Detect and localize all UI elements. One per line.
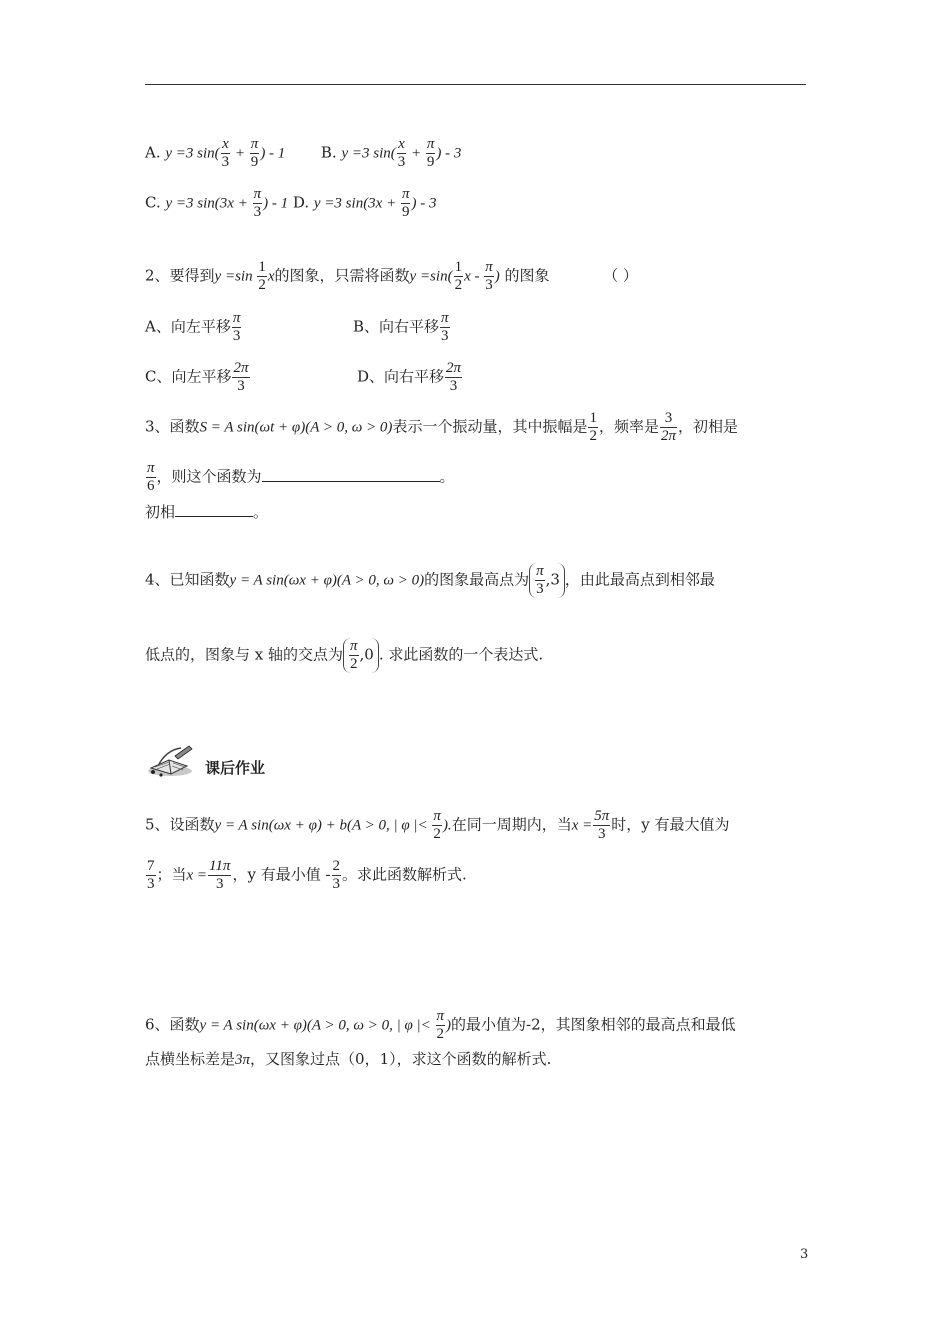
fraction: $\frac{\pi}{9}$: [401, 186, 410, 220]
option-b-label: B.: [320, 143, 337, 162]
point-intersection: $\frac{\pi}{2}$ ,0: [343, 638, 379, 673]
header-rule: [145, 84, 806, 85]
fraction: $\frac{\pi}{3}$: [253, 186, 262, 220]
fraction: $\frac{7}{3}$: [147, 858, 155, 892]
q2-question: 2、要得到y =sin $\frac{1}{2}$ x的图象，只需将函数y =sin( $\frac{1}{2}$ x - $\frac{\pi}{3}$ ) 的图象 （ ）: [145, 259, 638, 293]
q3-question: 3、函数S = A sin(ωt + φ)(A > 0, ω > 0)表示一个振动量，其中振幅是 $\frac{1}{2}$ ，频率是 $\frac{3}{2\pi}$ ，初相是: [145, 410, 738, 444]
fraction: $\frac{1}{2}$: [258, 259, 266, 293]
option-d-label: D.: [292, 193, 310, 212]
option-b-eq: y =3 sin(: [341, 145, 396, 162]
q5-line2: $\frac{7}{3}$ ；当x = $\frac{11\pi}{3}$ ，y 有最小值 - $\frac{2}{3}$ 。求此函数解析式.: [147, 858, 467, 892]
answer-blank[interactable]: [262, 465, 440, 482]
option-d-eq: y =3 sin(3x +: [313, 195, 400, 212]
q5-question: 5、设函数y = A sin(ωx + φ) + b(A > 0, | φ |< $\frac{\pi}{2}$ ).在同一周期内，当x = $\frac{5\pi}{3}$ 时，y 有最大值为: [145, 808, 730, 842]
fraction: $\frac{2\pi}{3}$: [233, 360, 249, 394]
option-a-label: A.: [145, 143, 161, 162]
fraction: $\frac{1}{2}$: [454, 259, 463, 293]
q3-line2: $\frac{\pi}{6}$ ，则这个函数为 。: [147, 460, 455, 494]
option-c-label: C.: [145, 193, 161, 212]
fraction: $\frac{2}{3}$: [332, 858, 341, 892]
fraction: $\frac{2\pi}{3}$: [446, 360, 462, 394]
fraction: $\frac{x}{3}$: [397, 136, 406, 170]
fraction: $\frac{\pi}{3}$: [441, 310, 449, 344]
q2-option-b: B、向右平移 $\frac{\pi}{3}$: [353, 310, 449, 344]
fraction: $\frac{\pi}{3}$: [536, 563, 544, 597]
fraction: $\frac{\pi}{2}$: [433, 808, 441, 842]
book-pen-icon: [145, 744, 199, 780]
fraction: $\frac{\pi}{2}$: [350, 638, 358, 672]
fraction: $\frac{3}{2\pi}$: [660, 410, 676, 444]
q2-option-d: D、向右平移 $\frac{2\pi}{3}$: [357, 360, 462, 394]
fraction: $\frac{1}{2}$: [589, 410, 597, 444]
option-a-eq: y =3 sin(: [165, 145, 220, 162]
q1-options-ab: A. y =3 sin( $\frac{x}{3}$ + $\frac{\pi}{9}$ ) - 1 B. y =3 sin( $\frac{x}{3}$ + $\frac{\pi}{9}$ ) - 3: [145, 136, 462, 170]
fraction: $\frac{\pi}{3}$: [232, 310, 241, 344]
q2-option-a: A、向左平移 $\frac{\pi}{3}$: [145, 310, 241, 344]
fraction: $\frac{5\pi}{3}$: [594, 808, 610, 842]
fraction: $\frac{\pi}{2}$: [436, 1008, 445, 1042]
fraction: $\frac{\pi}{6}$: [147, 460, 155, 494]
section-heading: [145, 742, 265, 782]
fraction: $\frac{11\pi}{3}$: [209, 858, 231, 892]
q3-line3: 初相 。: [145, 500, 268, 523]
q4-question: 4、已知函数y = A sin(ωx + φ)(A > 0, ω > 0)的图象最高点为 $\frac{\pi}{3}$ ,3 ，由此最高点到相邻最: [145, 563, 715, 597]
fraction: $\frac{x}{3}$: [221, 136, 230, 170]
fraction: $\frac{\pi}{9}$: [426, 136, 435, 170]
q6-question: 6、函数y = A sin(ωx + φ)(A > 0, ω > 0, | φ |< $\frac{\pi}{2}$ )的最小值为-2，其图象相邻的最高点和最低: [145, 1008, 736, 1042]
section-title: 课后作业: [205, 758, 266, 777]
fraction: $\frac{\pi}{9}$: [250, 136, 259, 170]
q4-line2: 低点的，图象与 x 轴的交点为 $\frac{\pi}{2}$ ,0 . 求此函数的一个表达式.: [145, 638, 544, 672]
point-highest: $\frac{\pi}{3}$ ,3: [529, 563, 565, 598]
q2-option-c: C、向左平移 $\frac{2\pi}{3}$: [145, 360, 249, 394]
answer-parentheses: （ ）: [603, 266, 638, 285]
q1-options-cd: C. y =3 sin(3x + $\frac{\pi}{3}$ ) - 1 D. y =3 sin(3x + $\frac{\pi}{9}$ ) - 3: [145, 186, 437, 220]
q6-line2: 点横坐标差是3π，又图象过点（0，1），求这个函数的解析式.: [145, 1050, 552, 1068]
page-number: 3: [800, 1247, 809, 1262]
option-c-eq: y =3 sin(3x +: [165, 195, 252, 212]
fraction: $\frac{\pi}{3}$: [485, 259, 493, 293]
answer-blank[interactable]: [175, 500, 253, 517]
